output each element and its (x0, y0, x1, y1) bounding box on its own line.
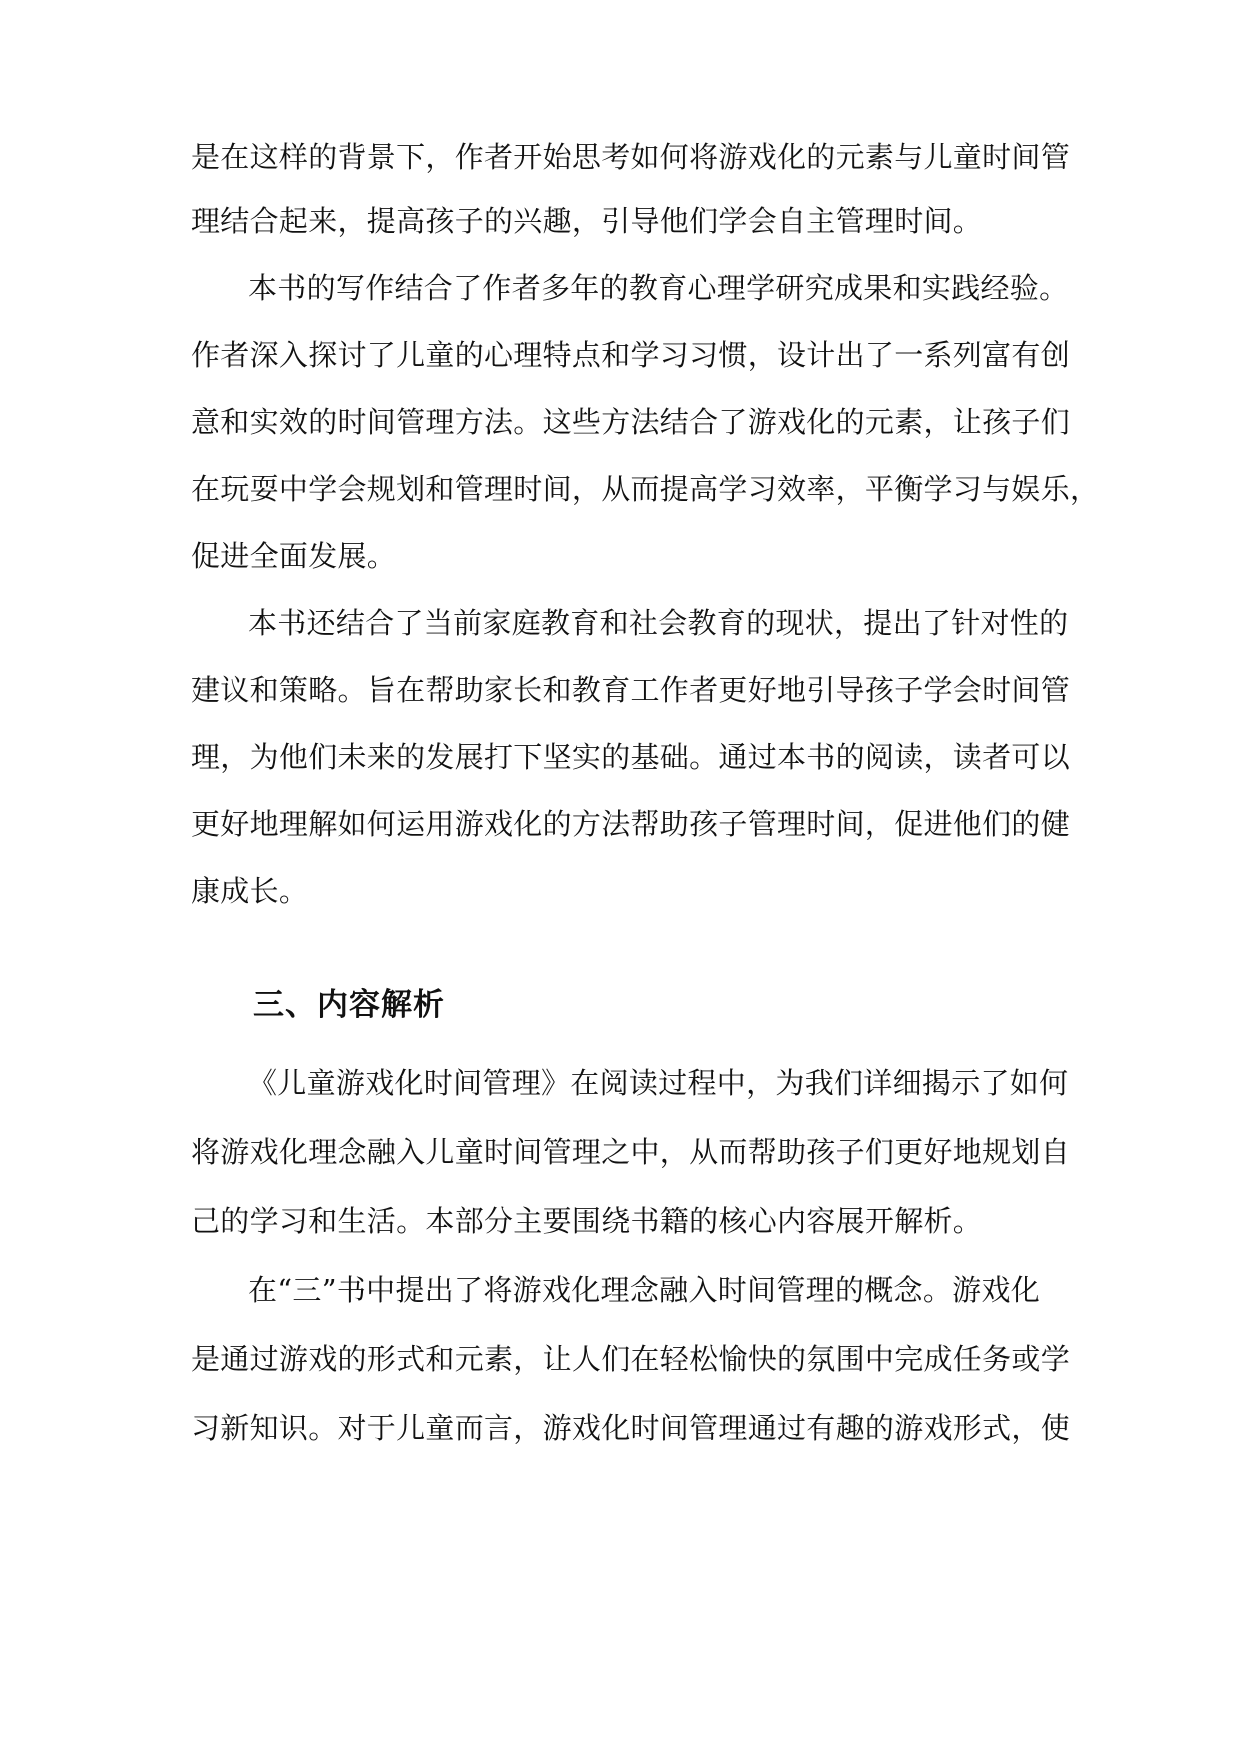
paragraph-line: 更好地理解如何运用游戏化的方法帮助孩子管理时间，促进他们的健 (191, 807, 1071, 841)
paragraph-line: 理，为他们未来的发展打下坚实的基础。通过本书的阅读，读者可以 (191, 740, 1071, 774)
paragraph-line: 本书的写作结合了作者多年的教育心理学研究成果和实践经验。 (248, 271, 1069, 305)
paragraph-line: 意和实效的时间管理方法。这些方法结合了游戏化的元素，让孩子们 (191, 405, 1071, 439)
paragraph-line: 作者深入探讨了儿童的心理特点和学习习惯，设计出了一系列富有创 (191, 338, 1071, 372)
paragraph-line: 本书还结合了当前家庭教育和社会教育的现状，提出了针对性的 (248, 606, 1069, 640)
paragraph-line: 在玩耍中学会规划和管理时间，从而提高学习效率，平衡学习与娱乐， (191, 472, 1100, 506)
paragraph-line: 将游戏化理念融入儿童时间管理之中，从而帮助孩子们更好地规划自 (191, 1135, 1071, 1169)
section-heading: 三、内容解析 (253, 987, 445, 1023)
paragraph-line: 促进全面发展。 (191, 539, 397, 573)
paragraph-line: 在“三”书中提出了将游戏化理念融入时间管理的概念。游戏化 (248, 1273, 1041, 1307)
paragraph-line: 康成长。 (191, 874, 309, 908)
paragraph-line: 习新知识。对于儿童而言，游戏化时间管理通过有趣的游戏形式，使 (191, 1411, 1071, 1445)
paragraph-line: 是通过游戏的形式和元素，让人们在轻松愉快的氛围中完成任务或学 (191, 1342, 1071, 1376)
paragraph-line: 建议和策略。旨在帮助家长和教育工作者更好地引导孩子学会时间管 (191, 673, 1071, 707)
paragraph-line: 己的学习和生活。本部分主要围绕书籍的核心内容展开解析。 (191, 1204, 983, 1238)
paragraph-line: 《儿童游戏化时间管理》在阅读过程中，为我们详细揭示了如何 (248, 1066, 1069, 1100)
paragraph-line: 是在这样的背景下，作者开始思考如何将游戏化的元素与儿童时间管 (191, 140, 1071, 174)
paragraph-line: 理结合起来，提高孩子的兴趣，引导他们学会自主管理时间。 (191, 204, 983, 238)
